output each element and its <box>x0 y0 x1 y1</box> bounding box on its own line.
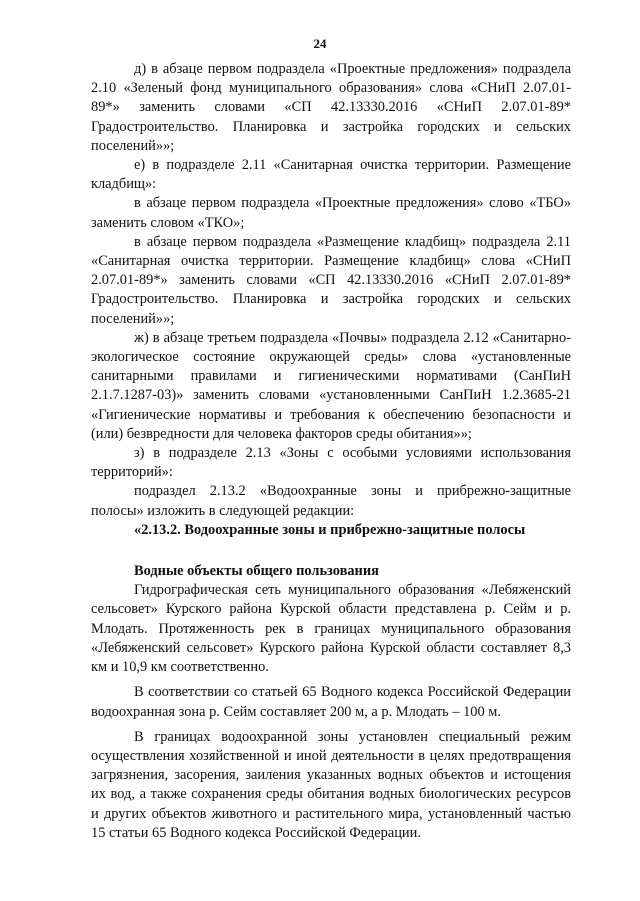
paragraph-d: д) в абзаце первом подраздела «Проектные предложения» подраздела 2.10 «Зеленый фонд муниципального образования» слова «СНиП 2.07.01-89*» заменить словами «СП 42.13330.2016 «СНиП 2.07.01-89* Градостроительство. Планировка и застройка городских и сельских поселений»»; <box>91 61 571 154</box>
paragraph-e-1: в абзаце первом подраздела «Проектные предложения» слово «ТБО» заменить словом «ТКО»; <box>91 195 571 231</box>
paragraph-z: з) в подразделе 2.13 «Зоны с особыми условиями использования территорий»: <box>91 445 571 481</box>
paragraph-regime: В границах водоохранной зоны установлен специальный режим осуществления хозяйственной и иной деятельности в целях предотвращения загрязнения, засорения, заиления указанных водных объектов и истощения их вод, а также сохранения среды обитания водных биологических ресурсов и других объектов животного и растительного мира, установленный частью 15 статьи 65 Водного кодекса Российской Федерации. <box>91 728 571 841</box>
paragraph-e: е) в подразделе 2.11 «Санитарная очистка территории. Размещение кладбищ»: <box>91 157 571 193</box>
subheading: Водные объекты общего пользования <box>134 563 379 580</box>
paragraph-zh: ж) в абзаце третьем подраздела «Почвы» подраздела 2.12 «Санитарно-экологическое состояние окружающей среды» слова «установленные санитарными правилами и гигиеническими нормативами (СанПиН 2.1.7.1287-03)» заменить словами «установленными СанПиН 1.2.3685-21 «Гигиенические нормативы и требования к обеспечению безопасности и (или) безвредности для человека факторов среды обитания»»; <box>91 329 571 442</box>
document-body <box>91 60 571 843</box>
paragraph-z-1: подраздел 2.13.2 «Водоохранные зоны и прибрежно-защитные полосы» изложить в следующей редакции: <box>91 483 571 519</box>
paragraph-water-zone: В соответствии со статьей 65 Водного кодекса Российской Федерации водоохранная зона р. Сейм составляет 200 м, а р. Млодать – 100 м. <box>91 684 571 720</box>
paragraph-e-2: в абзаце первом подраздела «Размещение кладбищ» подраздела 2.11 «Санитарная очистка территории. Размещение кладбищ» слова «СНиП 2.07.01-89*» заменить словами «СП 42.13330.2016 «СНиП 2.07.01-89* Градостроительство. Планировка и застройка городских и сельских поселений»»; <box>91 233 571 327</box>
paragraph-hydro: Гидрографическая сеть муниципального образования «Лебяженский сельсовет» Курского района Курской области представлена р. Сейм и р. Млодать. Протяженность рек в границах муниципального образования «Лебяженский сельсовет» Курского района Курской области составляет 8,3 км и 10,9 км соответственно. <box>91 582 571 676</box>
section-heading: «2.13.2. Водоохранные зоны и прибрежно-защитные полосы <box>134 521 526 538</box>
page-number: 24 <box>313 36 327 51</box>
